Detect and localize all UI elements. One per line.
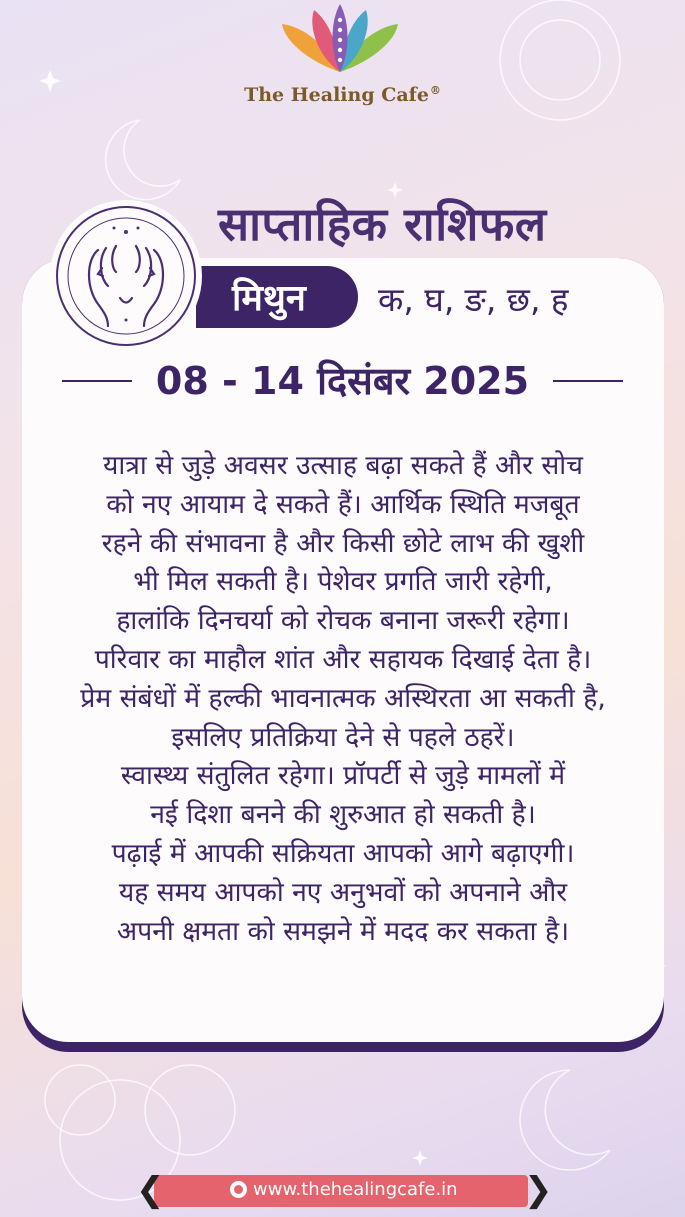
horoscope-line: नई दिशा बनने की शुरुआत हो सकती है। [150, 799, 536, 831]
horoscope-text [22, 447, 664, 951]
brand-name [0, 84, 685, 106]
horoscope-line: हालांकि दिनचर्या को रोचक बनाना जरूरी रहेगा। [116, 605, 570, 637]
zodiac-medallion [56, 206, 196, 346]
horoscope-line: इसलिए प्रतिक्रिया देने से पहले ठहरें। [171, 721, 515, 753]
horoscope-line: भी मिल सकती है। पेशेवर प्रगति जारी रहेगी, [133, 566, 553, 598]
date-range: 08 - 14 दिसंबर 2025 [155, 359, 530, 403]
horoscope-line: स्वास्थ्य संतुलित रहेगा। प्रॉपर्टी से जुड़े मामलों में [120, 760, 566, 792]
horoscope-line: यह समय आपको नए अनुभवों को अपनाने और [118, 876, 568, 908]
horoscope-line: को नए आयाम दे सकते हैं। आर्थिक स्थिति मजबूत [106, 488, 580, 520]
chevron-left-icon: ❮ [136, 1170, 165, 1210]
sign-letters: क, घ, ङ, छ, ह [378, 280, 569, 319]
globe-icon [230, 1181, 247, 1198]
brand-label: The Healing Cafe [244, 84, 429, 106]
chevron-right-icon: ❯ [524, 1170, 553, 1210]
horoscope-line: पढ़ाई में आपकी सक्रियता आपको आगे बढ़ाएगी। [111, 837, 575, 869]
horoscope-line: प्रेम संबंधों में हल्की भावनात्मक अस्थिरता आ सकती है, [80, 682, 606, 714]
website-link[interactable] [230, 1179, 458, 1200]
horoscope-line: यात्रा से जुड़े अवसर उत्साह बढ़ा सकते हैं और सोच [103, 450, 583, 481]
page-title: साप्ताहिक राशिफल [218, 197, 547, 251]
horoscope-line: अपनी क्षमता को समझने में मदद कर सकता है। [116, 915, 570, 947]
sign-name: मिथुन [232, 278, 306, 319]
horoscope-line: रहने की संभावना है और किसी छोटे लाभ की खुशी [101, 527, 585, 559]
website-url: www.thehealingcafe.in [253, 1179, 458, 1200]
registered-mark: ® [429, 84, 441, 97]
horoscope-line: परिवार का माहौल शांत और सहायक दिखाई देता है। [94, 643, 592, 675]
gemini-icon [58, 208, 194, 344]
